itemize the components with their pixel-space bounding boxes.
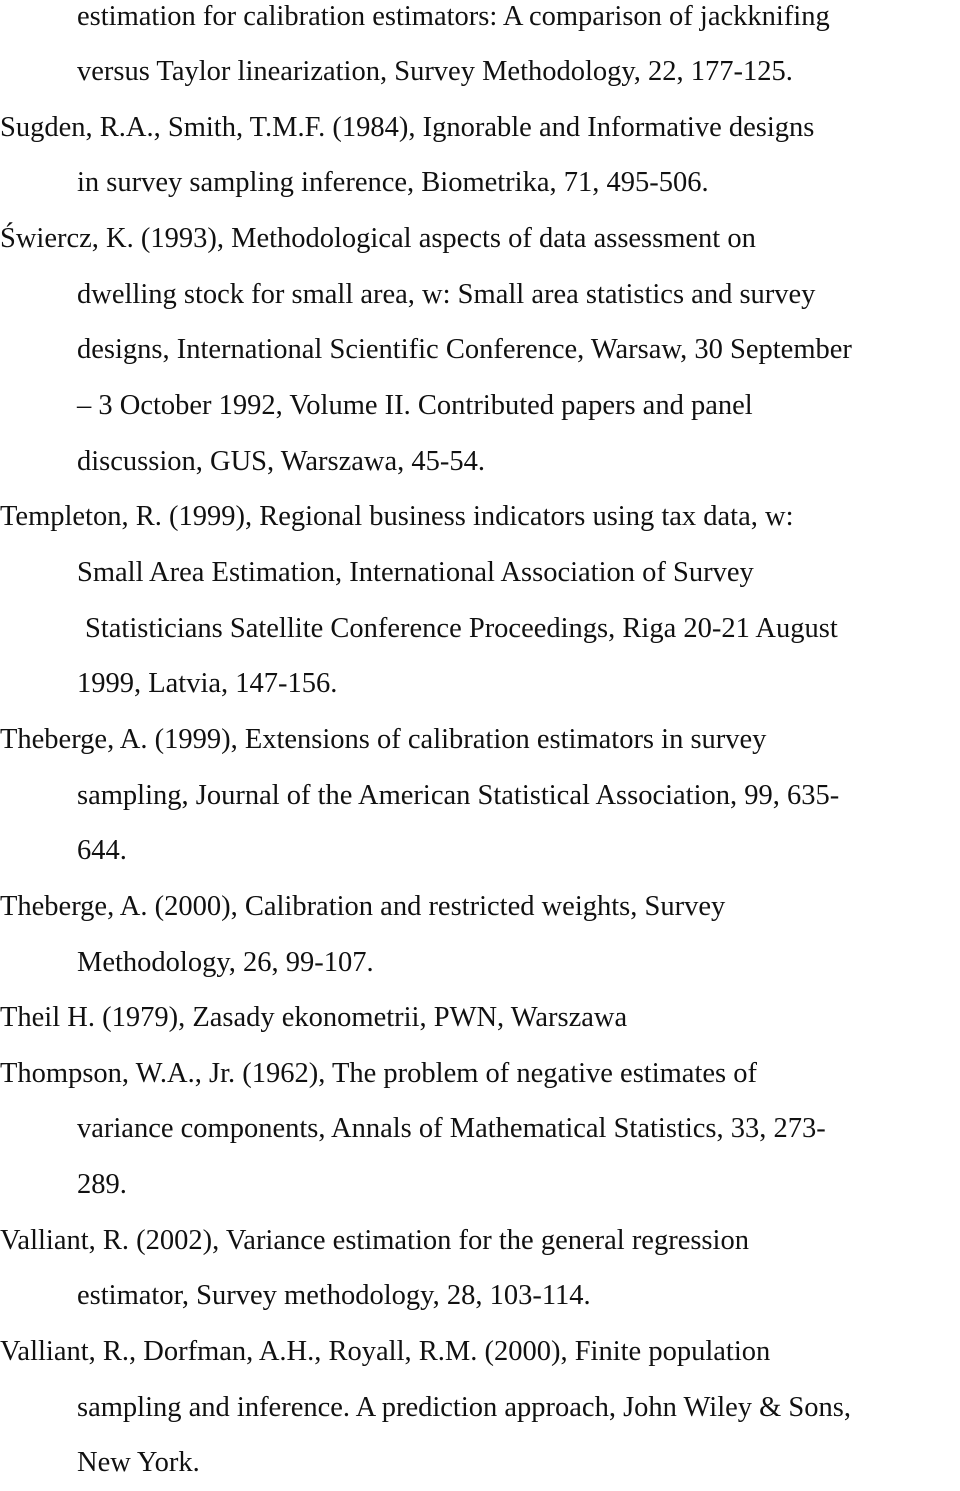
reference-line: estimation for calibration estimators: A comparison of jackknifing — [77, 1, 830, 32]
reference-line: Świercz, K. (1993), Methodological aspects of data assessment on — [0, 223, 756, 254]
reference-line: Sugden, R.A., Smith, T.M.F. (1984), Ignorable and Informative designs — [0, 112, 815, 143]
reference-line: sampling, Journal of the American Statistical Association, 99, 635- — [77, 780, 840, 811]
reference-line: – 3 October 1992, Volume II. Contributed papers and panel — [77, 390, 753, 421]
reference-line: Templeton, R. (1999), Regional business indicators using tax data, w: — [0, 501, 794, 532]
reference-line: Valliant, R., Dorfman, A.H., Royall, R.M. (2000), Finite population — [0, 1336, 771, 1367]
reference-line: estimator, Survey methodology, 28, 103-114. — [77, 1280, 591, 1311]
reference-line: Statisticians Satellite Conference Proceedings, Riga 20-21 August — [85, 613, 838, 644]
reference-line: Small Area Estimation, International Association of Survey — [77, 557, 754, 588]
reference-line: 1999, Latvia, 147-156. — [77, 668, 338, 699]
reference-line: Thompson, W.A., Jr. (1962), The problem of negative estimates of — [0, 1058, 757, 1089]
reference-line: Valliant, R. (2002), Variance estimation for the general regression — [0, 1225, 749, 1256]
reference-line: discussion, GUS, Warszawa, 45-54. — [77, 446, 486, 477]
reference-line: Methodology, 26, 99-107. — [77, 947, 374, 978]
reference-line: sampling and inference. A prediction approach, John Wiley & Sons, — [77, 1392, 851, 1423]
reference-line: Theil H. (1979), Zasady ekonometrii, PWN, Warszawa — [0, 1002, 628, 1033]
reference-line: New York. — [77, 1447, 200, 1478]
reference-line: versus Taylor linearization, Survey Methodology, 22, 177-125. — [77, 56, 793, 87]
reference-line: designs, International Scientific Conference, Warsaw, 30 September — [77, 334, 852, 365]
reference-line: 644. — [77, 835, 127, 866]
reference-line: variance components, Annals of Mathematical Statistics, 33, 273- — [77, 1113, 826, 1144]
reference-line: 289. — [77, 1169, 127, 1200]
reference-line: in survey sampling inference, Biometrika, 71, 495-506. — [77, 167, 709, 198]
reference-line: Theberge, A. (2000), Calibration and restricted weights, Survey — [0, 891, 726, 922]
reference-line: Theberge, A. (1999), Extensions of calibration estimators in survey — [0, 724, 767, 755]
reference-line: dwelling stock for small area, w: Small area statistics and survey — [77, 279, 816, 310]
